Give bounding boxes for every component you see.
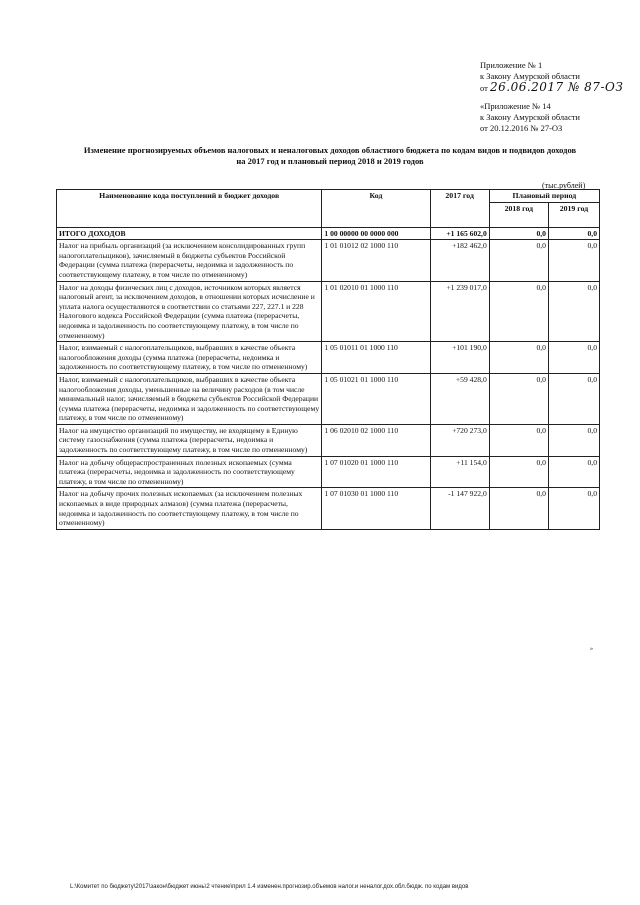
row-2019: 0,0 bbox=[548, 342, 599, 374]
row-2018: 0,0 bbox=[489, 373, 548, 424]
row-2017: +182 462,0 bbox=[430, 240, 489, 281]
total-row bbox=[57, 227, 600, 240]
total-code: 1 00 00000 00 0000 000 bbox=[322, 227, 430, 240]
row-code: 1 07 01030 01 1000 110 bbox=[322, 488, 430, 529]
total-name: ИТОГО ДОХОДОВ bbox=[57, 227, 322, 240]
header-2017: 2017 год bbox=[430, 190, 489, 228]
header-name: Наименование кода поступлений в бюджет доходов bbox=[57, 190, 322, 228]
total-2017: +1 165 602,0 bbox=[430, 227, 489, 240]
appendix-1-law: к Закону Амурской области bbox=[480, 71, 580, 81]
row-2018: 0,0 bbox=[489, 240, 548, 281]
appendix-14-date: от 20.12.2016 № 27-ОЗ bbox=[480, 123, 563, 133]
row-2018: 0,0 bbox=[489, 488, 548, 529]
appendix-14-title: «Приложение № 14 bbox=[480, 101, 551, 111]
row-name: Налог на доходы физических лиц с доходов, источником которых является налоговый агент, за исключением доходов, в отношении которых исчисление и уплата налога осуществляются в соответствии со статьями 227, 227.1 и 228 Налогового кодекса Российской Федерации (сумма платежа (перерасчеты, недоимка и задолженность по соответствующему платежу, в том числе по отмененному) bbox=[57, 281, 322, 342]
row-code: 1 05 01021 01 1000 110 bbox=[322, 373, 430, 424]
appendix-1-header bbox=[480, 60, 623, 94]
header-code: Код bbox=[322, 190, 430, 228]
row-2017: -1 147 922,0 bbox=[430, 488, 489, 529]
row-2018: 0,0 bbox=[489, 281, 548, 342]
row-2019: 0,0 bbox=[548, 240, 599, 281]
header-plan-period: Плановый период bbox=[489, 190, 599, 203]
document-title bbox=[40, 145, 620, 167]
row-name: Налог, взимаемый с налогоплательщиков, выбравших в качестве объекта налогообложения доходы, уменьшенные на величину расходов (в том числе минимальный налог, зачисляемый в бюджеты субъектов Российской Федерации (сумма платежа (перерасчеты, недоимка и задолженность по соответствующему платежу, в том числе по отмененному) bbox=[57, 373, 322, 424]
row-2017: +720 273,0 bbox=[430, 424, 489, 456]
row-2019: 0,0 bbox=[548, 424, 599, 456]
table-row bbox=[57, 424, 600, 456]
row-2019: 0,0 bbox=[548, 281, 599, 342]
table-row bbox=[57, 456, 600, 488]
row-code: 1 06 02010 02 1000 110 bbox=[322, 424, 430, 456]
revenue-table bbox=[56, 189, 600, 530]
row-code: 1 01 02010 01 1000 110 bbox=[322, 281, 430, 342]
row-name: Налог на прибыль организаций (за исключением консолидированных групп налогоплательщиков), зачисляемый в бюджеты субъектов Российской Федерации (сумма платежа (перерасчеты, недоимка и задолженность по соответствующему платежу, в том числе по отмененному) bbox=[57, 240, 322, 281]
document-title-line-1: Изменение прогнозируемых объемов налоговых и неналоговых доходов областного бюджета по кодам видов и подвидов доходов bbox=[83, 145, 577, 155]
row-name: Налог на имущество организаций по имуществу, не входящему в Единую систему газоснабжения (сумма платежа (перерасчеты, недоимка и задолженность по соответствующему платежу, в том числе по отмененному) bbox=[57, 424, 322, 456]
appendix-1-title: Приложение № 1 bbox=[480, 60, 543, 70]
row-code: 1 01 01012 02 1000 110 bbox=[322, 240, 430, 281]
table-row bbox=[57, 488, 600, 529]
units-label: (тыс.рублей) bbox=[542, 181, 586, 190]
row-2018: 0,0 bbox=[489, 424, 548, 456]
appendix-1-date-line bbox=[480, 82, 623, 94]
row-2018: 0,0 bbox=[489, 456, 548, 488]
file-path-footer: L:\Комитет по бюджету\2017\закон\бюджет июнь\2 чтение\прил 1.4 изменен.прогнозир.объемов налог.и неналог.дох.обл.бюдж. по кодам видов bbox=[70, 884, 469, 890]
row-2017: +1 239 017,0 bbox=[430, 281, 489, 342]
appendix-14-header bbox=[480, 101, 580, 134]
row-name: Налог на добычу прочих полезных ископаемых (за исключением полезных ископаемых в виде природных алмазов) (сумма платежа (перерасчеты, недоимка и задолженность по соответствующему платежу, в том числе по отмененному) bbox=[57, 488, 322, 529]
total-2019: 0,0 bbox=[548, 227, 599, 240]
row-2017: +11 154,0 bbox=[430, 456, 489, 488]
appendix-14-law: к Закону Амурской области bbox=[480, 112, 580, 122]
header-2018: 2018 год bbox=[489, 202, 548, 227]
appendix-1-date-prefix: от bbox=[480, 83, 488, 93]
table-row bbox=[57, 281, 600, 342]
row-2018: 0,0 bbox=[489, 342, 548, 374]
document-title-line-2: на 2017 год и плановый период 2018 и 2019 годов bbox=[236, 156, 424, 166]
table-row bbox=[57, 342, 600, 374]
total-2018: 0,0 bbox=[489, 227, 548, 240]
row-2019: 0,0 bbox=[548, 373, 599, 424]
table-row bbox=[57, 240, 600, 281]
handwritten-date-number: 26.06.2017 № 87-ОЗ bbox=[489, 80, 624, 94]
header-2019: 2019 год bbox=[548, 202, 599, 227]
closing-quote-mark: » bbox=[590, 646, 593, 652]
row-code: 1 07 01020 01 1000 110 bbox=[322, 456, 430, 488]
row-name: Налог на добычу общераспространенных полезных ископаемых (сумма платежа (перерасчеты, недоимка и задолженность по соответствующему платежу, в том числе по отмененному) bbox=[57, 456, 322, 488]
row-2017: +101 190,0 bbox=[430, 342, 489, 374]
row-2019: 0,0 bbox=[548, 456, 599, 488]
row-code: 1 05 01011 01 1000 110 bbox=[322, 342, 430, 374]
row-2019: 0,0 bbox=[548, 488, 599, 529]
row-name: Налог, взимаемый с налогоплательщиков, выбравших в качестве объекта налогообложения доходы (сумма платежа (перерасчеты, недоимка и задолженность по соответствующему платежу, в том числе по отмененному) bbox=[57, 342, 322, 374]
table-row bbox=[57, 373, 600, 424]
row-2017: +59 428,0 bbox=[430, 373, 489, 424]
